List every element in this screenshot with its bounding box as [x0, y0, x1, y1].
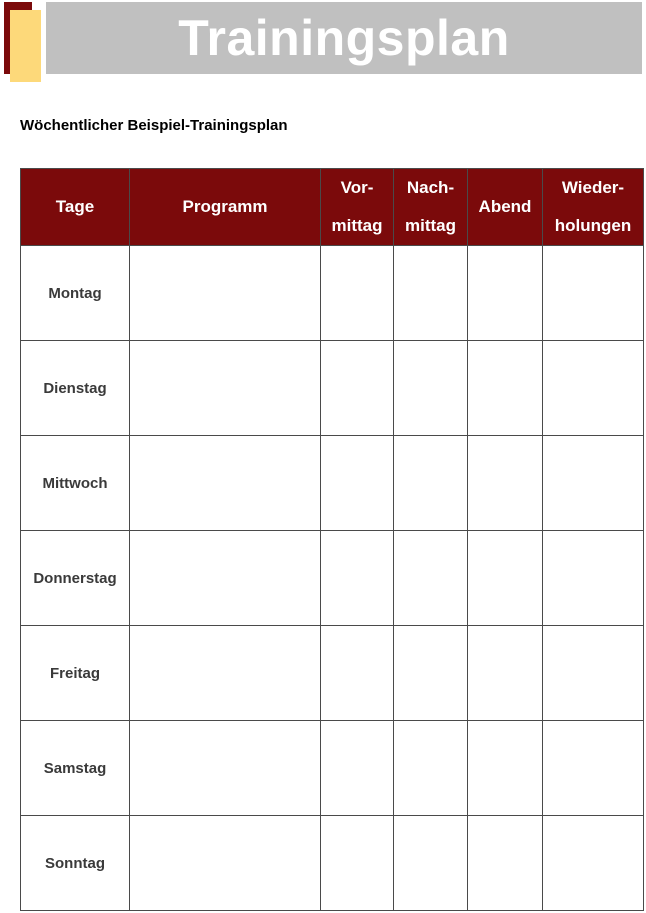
- training-plan-table: [20, 168, 644, 911]
- header-wiederholungen: [543, 169, 644, 246]
- wiederholungen-cell[interactable]: [543, 531, 644, 626]
- table-row: [21, 436, 644, 531]
- nachmittag-cell[interactable]: [394, 721, 468, 816]
- header-vormittag: [321, 169, 394, 246]
- table-header-row: [21, 169, 644, 246]
- header-line: Vor-: [340, 178, 374, 197]
- header-nachmittag: [394, 169, 468, 246]
- programm-cell[interactable]: [130, 816, 321, 911]
- programm-cell[interactable]: [130, 626, 321, 721]
- nachmittag-cell[interactable]: [394, 436, 468, 531]
- nachmittag-cell[interactable]: [394, 626, 468, 721]
- header-line: holungen: [554, 216, 632, 235]
- wiederholungen-cell[interactable]: [543, 246, 644, 341]
- table-row: [21, 246, 644, 341]
- header-tage: [21, 169, 130, 246]
- abend-cell[interactable]: [468, 721, 543, 816]
- day-cell: Sonntag: [21, 816, 130, 911]
- abend-cell[interactable]: [468, 436, 543, 531]
- abend-cell[interactable]: [468, 816, 543, 911]
- day-cell: Dienstag: [21, 341, 130, 436]
- table-row: [21, 721, 644, 816]
- nachmittag-cell[interactable]: [394, 246, 468, 341]
- page-title: Trainingsplan: [178, 10, 510, 66]
- abend-cell[interactable]: [468, 626, 543, 721]
- abend-cell[interactable]: [468, 341, 543, 436]
- table-row: [21, 816, 644, 911]
- programm-cell[interactable]: [130, 436, 321, 531]
- table-row: [21, 531, 644, 626]
- header-line: mittag: [331, 216, 383, 235]
- header-line: Nach-: [406, 178, 455, 197]
- decor-yellow-block: [10, 10, 41, 82]
- abend-cell[interactable]: [468, 531, 543, 626]
- vormittag-cell[interactable]: [321, 436, 394, 531]
- vormittag-cell[interactable]: [321, 246, 394, 341]
- programm-cell[interactable]: [130, 531, 321, 626]
- wiederholungen-cell[interactable]: [543, 626, 644, 721]
- plan-subtitle: Wöchentlicher Beispiel-Trainingsplan: [20, 117, 288, 134]
- nachmittag-cell[interactable]: [394, 816, 468, 911]
- day-cell: Donnerstag: [21, 531, 130, 626]
- programm-cell[interactable]: [130, 721, 321, 816]
- wiederholungen-cell[interactable]: [543, 436, 644, 531]
- vormittag-cell[interactable]: [321, 626, 394, 721]
- vormittag-cell[interactable]: [321, 341, 394, 436]
- wiederholungen-cell[interactable]: [543, 341, 644, 436]
- nachmittag-cell[interactable]: [394, 531, 468, 626]
- programm-cell[interactable]: [130, 246, 321, 341]
- nachmittag-cell[interactable]: [394, 341, 468, 436]
- vormittag-cell[interactable]: [321, 531, 394, 626]
- day-cell: Montag: [21, 246, 130, 341]
- header-programm: [130, 169, 321, 246]
- wiederholungen-cell[interactable]: [543, 721, 644, 816]
- header-line: mittag: [405, 216, 456, 235]
- title-banner: [46, 2, 642, 74]
- day-cell: Freitag: [21, 626, 130, 721]
- header-abend: [468, 169, 543, 246]
- wiederholungen-cell[interactable]: [543, 816, 644, 911]
- vormittag-cell[interactable]: [321, 816, 394, 911]
- header-line: Tage: [55, 197, 95, 216]
- abend-cell[interactable]: [468, 246, 543, 341]
- day-cell: Mittwoch: [21, 436, 130, 531]
- programm-cell[interactable]: [130, 341, 321, 436]
- day-cell: Samstag: [21, 721, 130, 816]
- header-line: Wieder-: [561, 178, 625, 197]
- vormittag-cell[interactable]: [321, 721, 394, 816]
- header-line: Programm: [182, 197, 268, 216]
- table-row: [21, 341, 644, 436]
- table-row: [21, 626, 644, 721]
- header-line: Abend: [478, 197, 532, 216]
